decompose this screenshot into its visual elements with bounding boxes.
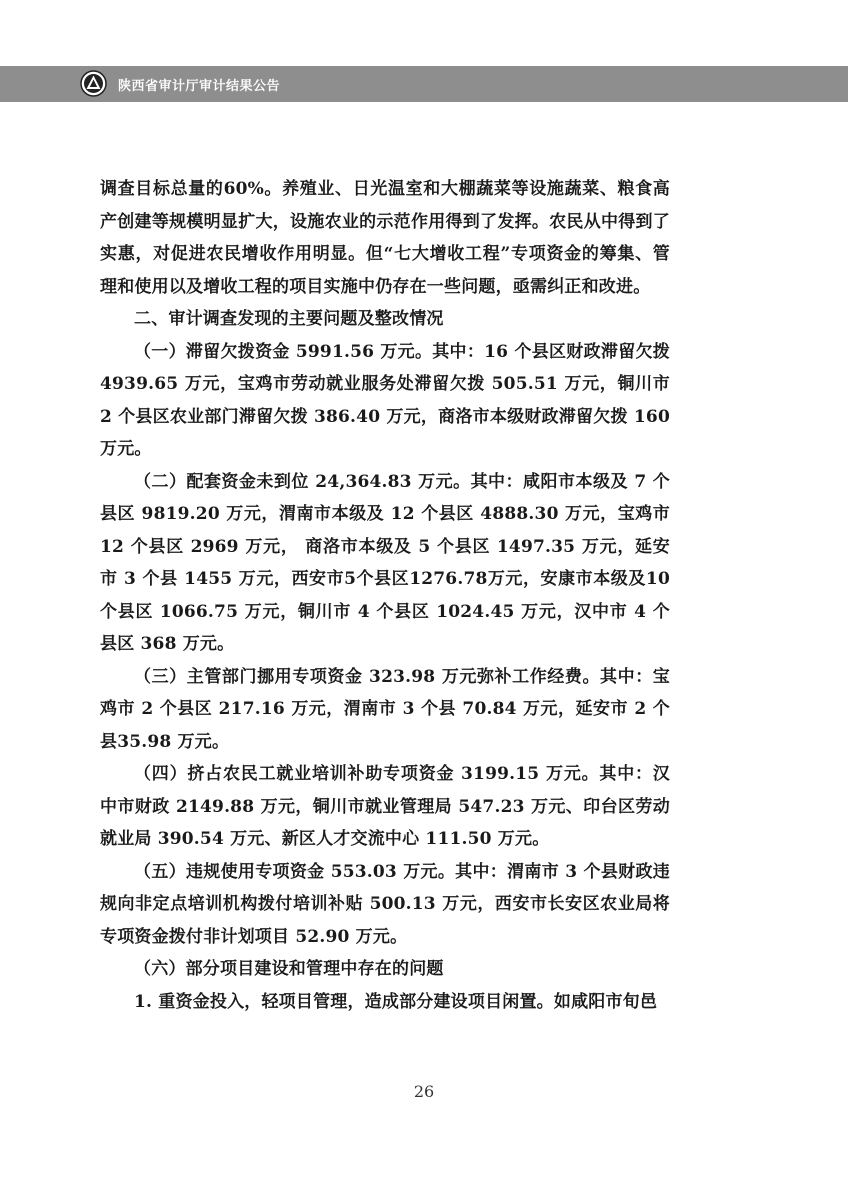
audit-emblem-icon	[80, 70, 107, 97]
intro-paragraph: 调查目标总量的60%。养殖业、日光温室和大棚蔬菜等设施蔬菜、粮食高产创建等规模明显扩大，设施农业的示范作用得到了发挥。农民从中得到了实惠，对促进农民增收作用明显。但“七大增收工程”专项资金的筹集、管理和使用以及增收工程的项目实施中仍存在一些问题，亟需纠正和改进。	[100, 179, 670, 297]
item-1-paragraph: （一）滞留欠拨资金 5991.56 万元。其中：16 个县区财政滞留欠拨 4939.65 万元，宝鸡市劳动就业服务处滞留欠拨 505.51 万元，铜川市 2 个县区农业部门滞留欠拨 386.40 万元，商洛市本级财政滞留欠拨 160 万元。	[100, 341, 670, 459]
document-body	[100, 173, 670, 1018]
item-5-paragraph: （五）违规使用专项资金 553.03 万元。其中：渭南市 3 个县财政违规向非定点培训机构拨付培训补贴 500.13 万元，西安市长安区农业局将专项资金拨付非计划项目 52.90 万元。	[100, 861, 670, 947]
item-6-heading: （六）部分项目建设和管理中存在的问题	[134, 959, 444, 979]
item-6-1-paragraph: 1. 重资金投入，轻项目管理，造成部分建设项目闲置。如咸阳市旬邑	[134, 991, 658, 1012]
page-number: 26	[413, 1082, 435, 1101]
section-heading: 二、审计调查发现的主要问题及整改情况	[134, 309, 444, 329]
item-3-paragraph: （三）主管部门挪用专项资金 323.98 万元弥补工作经费。其中：宝鸡市 2 个县区 217.16 万元，渭南市 3 个县 70.84 万元，延安市 2 个县35.98 万元。	[100, 666, 670, 752]
header-title: 陕西省审计厅审计结果公告	[118, 79, 281, 94]
item-4-paragraph: （四）挤占农民工就业培训补助专项资金 3199.15 万元。其中：汉中市财政 2149.88 万元，铜川市就业管理局 547.23 万元、印台区劳动就业局 390.54 万元、新区人才交流中心 111.50 万元。	[100, 764, 670, 849]
item-2-paragraph: （二）配套资金未到位 24,364.83 万元。其中：咸阳市本级及 7 个县区 9819.20 万元，渭南市本级及 12 个县区 4888.30 万元，宝鸡市 12 个县区 2969 万元， 商洛市本级及 5 个县区 1497.35 万元，延安市 3 个县 1455 万元，西安市5个县区1276.78万元，安康市本级及10个县区 1066.75 万元，铜川市 4 个县区 1024.45 万元，汉中市 4 个县区 368 万元。	[100, 471, 670, 654]
